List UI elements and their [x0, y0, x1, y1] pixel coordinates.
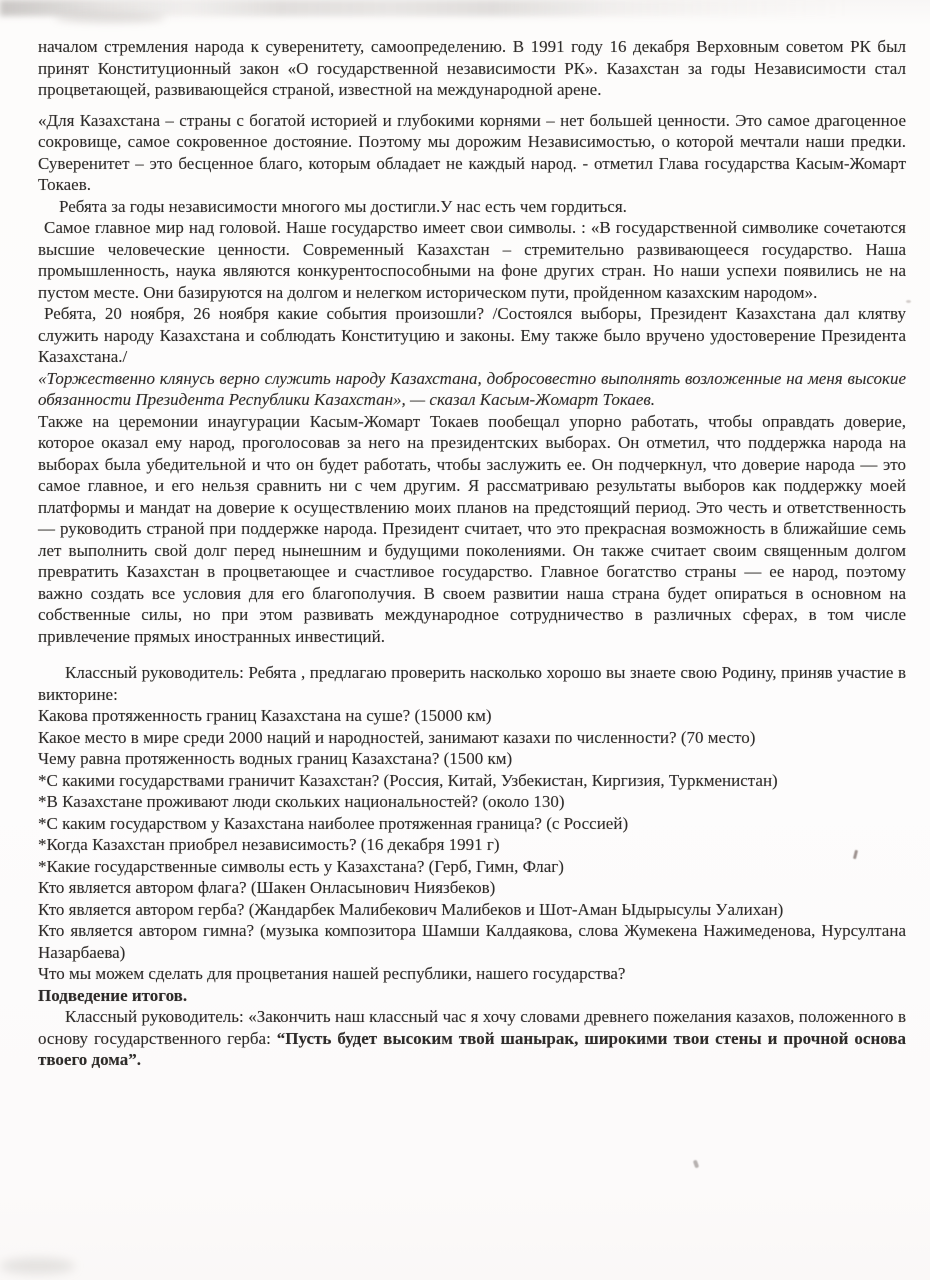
- paragraph-oath-quote: «Торжественно клянусь верно служить народу Казахстана, добросовестно выполнять возложенные на меня высокие обязанности Президента Республики Казахстан», — сказал Касым-Жомарт Токаев.: [38, 368, 906, 409]
- paragraph-achievements: Ребята за годы независимости многого мы достигли.У нас есть чем гордиться.: [59, 196, 627, 216]
- quiz-question: *Какие государственные символы есть у Казахстана? (Герб, Гимн, Флаг): [38, 856, 564, 876]
- paragraph-teacher-intro: Классный руководитель: Ребята , предлагаю проверить насколько хорошо вы знаете свою Родину, приняв участие в викторине:: [38, 663, 906, 704]
- closing-regular-text: Классный руководитель: «Закончить наш классный час я хочу словами древнего пожелания казахов, положенного в основу государственного герба:: [38, 1007, 906, 1048]
- paragraph-november-events: Ребята, 20 ноября, 26 ноября какие события произошли? /Состоялся выборы, Президент Казахстана дал клятву служить народу Казахстана и соблюдать Конституцию и законы. Ему также было вручено удостоверение Президента Казахстана./: [38, 304, 906, 366]
- quiz-question: Какова протяженность границ Казахстана на суше? (15000 км): [38, 706, 492, 725]
- quiz-question: Что мы можем сделать для процветания нашей республики, нашего государства?: [38, 964, 626, 983]
- quiz-question: *С каким государством у Казахстана наиболее протяженная граница? (с Россией): [38, 813, 629, 833]
- paragraph-state-symbols: Самое главное мир над головой. Наше государство имеет свои символы. : «В государственной символике сочетаются высшие человеческие ценности. Современный Казахстан – стремительно развивающееся государство. Наша промышленность, наука являются конкурентоспособными на фоне других стран. Но наши успехи появились не на пустом месте. Они базируются на долгом и нелегком историческом пути, пройденном казахским народом».: [38, 218, 906, 302]
- quiz-question: *В Казахстане проживают люди скольких национальностей? (около 130): [38, 792, 565, 811]
- quiz-question: Чему равна протяженность водных границ Казахстана? (1500 км): [38, 749, 513, 768]
- paragraph-inauguration: Также на церемонии инаугурации Касым-Жомарт Токаев пообещал упорно работать, чтобы оправдать доверие, которое оказал ему народ, проголосовав за него на президентских выборах. Он отметил, что поддержка народа на выборах была убедительной и что он будет работать, чтобы заслужить ее. Он подчеркнул, что доверие народа — это самое главное, и его нельзя сравнить ни с чем другим. Я рассматриваю результаты выборов как поддержку моей платформы и мандат на доверие к осуществлению моих планов на предстоящий период. Это честь и ответственность — руководить страной при поддержке народа. Президент считает, что это прекрасная возможность в ближайшие семь лет выполнить свой долг перед нынешним и будущими поколениями. Он также считает своим священным долгом превратить Казахстан в процветающее и счастливое государство. Главное богатство страны — ее народ, поэтому важно создать все условия для его благополучия. В своем развитии наша страна будет опираться в основном на собственные силы, но при этом развивать международное сотрудничество в различных сферах, в том числе привлечение прямых иностранных инвестиций.: [38, 411, 906, 646]
- scan-smudge: [0, 1258, 75, 1274]
- document-body: [38, 36, 906, 1071]
- paragraph-tokayev-quote: «Для Казахстана – страны с богатой историей и глубокими корнями – нет большей ценности. Это самое драгоценное сокровище, самое сокровенное достояние. Поэтому мы дорожим Независимостью, о которой мечтали наши предки. Суверенитет – это бесценное благо, которым обладает не каждый народ. - отметил Глава государства Касым-Жомарт Токаев.: [38, 110, 906, 194]
- quiz-question: Какое место в мире среди 2000 наций и народностей, занимают казахи по численности? (70 место): [38, 727, 756, 747]
- closing-bold-quote: “Пусть будет высоким твой шанырак, широкими твои стены и прочной основа твоего дома”.: [38, 1028, 906, 1069]
- paragraph-closing: [38, 1006, 906, 1071]
- quiz-question: Кто является автором гимна? (музыка композитора Шамши Калдаякова, слова Жумекена Нажимеденова, Нурсултана Назарбаева): [38, 921, 906, 962]
- quiz-question: Кто является автором герба? (Жандарбек Малибекович Малибеков и Шот-Аман Ыдырысулы Уалихан): [38, 899, 784, 919]
- quiz-list: [38, 705, 906, 985]
- quiz-question: *Когда Казахстан приобрел независимость? (16 декабря 1991 г): [38, 835, 500, 854]
- quiz-question: *С какими государствами граничит Казахстан? (Россия, Китай, Узбекистан, Киргизия, Туркменистан): [38, 770, 778, 790]
- scan-speck: [906, 300, 911, 303]
- summary-heading: Подведение итогов.: [38, 985, 188, 1005]
- scan-smudge: [55, 14, 165, 23]
- paragraph-independence-intro: началом стремления народа к суверенитету, самоопределению. В 1991 году 16 декабря Верховным советом РК был принят Конституционный закон «О государственной независимости РК». Казахстан за годы Независимости стал процветающей, развивающейся страной, известной на международной арене.: [38, 37, 906, 99]
- scan-speck: [693, 1160, 699, 1169]
- quiz-question: Кто является автором флага? (Шакен Онласынович Ниязбеков): [38, 878, 496, 897]
